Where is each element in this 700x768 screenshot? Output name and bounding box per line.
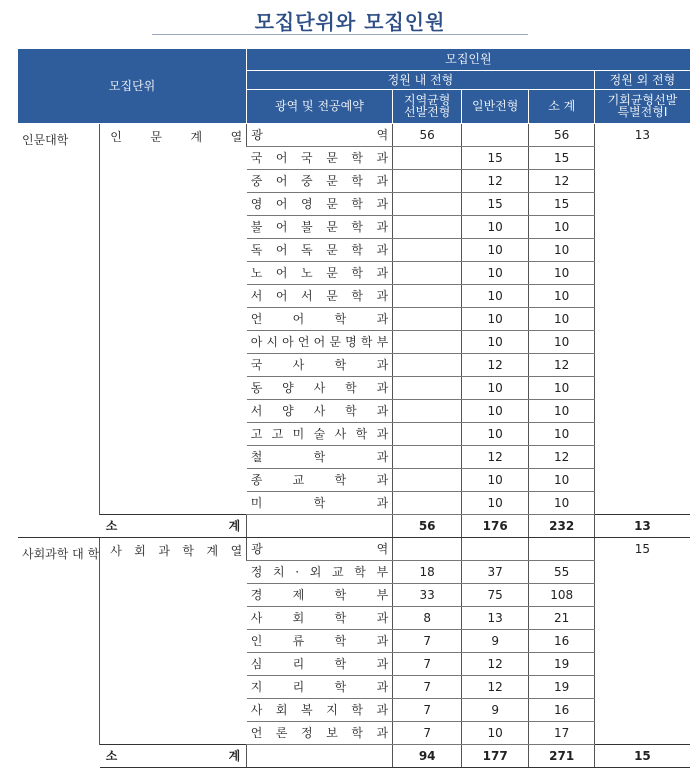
dept-name — [247, 353, 393, 376]
special-count: 13 — [595, 123, 690, 146]
college-name: 인문대학 — [18, 123, 100, 537]
regional-count: 7 — [393, 721, 462, 744]
dept-name — [247, 422, 393, 445]
special-count — [595, 215, 690, 238]
page-title: 모집단위와 모집인원 — [254, 10, 446, 34]
regional-count — [393, 330, 462, 353]
dept-name — [247, 123, 393, 146]
special-count — [595, 721, 690, 744]
subtotal-label-text: 소 계 — [105, 519, 241, 533]
dept-label: 동 양 사 학 과 — [250, 381, 389, 395]
general-count: 10 — [462, 422, 529, 445]
header-general: 일반전형 — [462, 89, 529, 123]
dept-label: 인 류 학 과 — [250, 634, 389, 648]
regional-count: 7 — [393, 698, 462, 721]
general-count: 10 — [462, 468, 529, 491]
regional-count — [393, 399, 462, 422]
special-count — [595, 675, 690, 698]
general-count: 10 — [462, 721, 529, 744]
dept-label: 서 어 서 문 학 과 — [250, 289, 389, 303]
special-count — [595, 353, 690, 376]
total-special: 13 — [595, 514, 690, 537]
dept-name — [247, 307, 393, 330]
general-count — [462, 537, 529, 560]
dept-label: 영 어 영 문 학 과 — [250, 197, 389, 211]
header-in-quota: 정원 내 전형 — [247, 70, 595, 89]
general-count: 10 — [462, 238, 529, 261]
subtotal-count: 10 — [529, 215, 595, 238]
dept-label: 중 어 중 문 학 과 — [250, 174, 389, 188]
dept-name — [247, 169, 393, 192]
regional-count — [393, 353, 462, 376]
special-count — [595, 284, 690, 307]
general-count: 10 — [462, 376, 529, 399]
general-count: 15 — [462, 146, 529, 169]
subtotal-count: 56 — [529, 123, 595, 146]
dept-name — [247, 468, 393, 491]
dept-name — [247, 376, 393, 399]
dept-name — [247, 146, 393, 169]
subtotal-count: 10 — [529, 261, 595, 284]
total-general: 176 — [462, 514, 529, 537]
total-special: 15 — [595, 744, 690, 767]
regional-count: 8 — [393, 606, 462, 629]
subtotal-label-text: 소 계 — [105, 749, 241, 763]
subtotal-count: 10 — [529, 422, 595, 445]
regional-count — [393, 445, 462, 468]
general-count: 10 — [462, 491, 529, 514]
dept-name — [247, 652, 393, 675]
subtotal-label — [100, 744, 247, 767]
dept-name — [247, 583, 393, 606]
dept-name — [247, 491, 393, 514]
general-count: 12 — [462, 675, 529, 698]
regional-count: 18 — [393, 560, 462, 583]
dept-label: 경 제 학 부 — [250, 588, 389, 602]
subtotal-count: 10 — [529, 284, 595, 307]
regional-count — [393, 169, 462, 192]
subtotal-count: 10 — [529, 330, 595, 353]
general-count: 12 — [462, 445, 529, 468]
header-regional: 지역균형 선발전형 — [393, 89, 462, 123]
subtotal-count: 55 — [529, 560, 595, 583]
general-count: 13 — [462, 606, 529, 629]
dept-label: 사 회 복 지 학 과 — [250, 703, 389, 717]
regional-count — [393, 491, 462, 514]
special-count — [595, 261, 690, 284]
subtotal-count: 16 — [529, 629, 595, 652]
total-general: 177 — [462, 744, 529, 767]
special-count — [595, 698, 690, 721]
regional-count — [393, 192, 462, 215]
dept-label: 언 론 정 보 학 과 — [250, 726, 389, 740]
regional-count: 56 — [393, 123, 462, 146]
general-count: 10 — [462, 307, 529, 330]
dept-label: 광 역 — [251, 128, 389, 142]
subtotal-count: 16 — [529, 698, 595, 721]
dept-label: 노 어 노 문 학 과 — [250, 266, 389, 280]
subtotal-count: 12 — [529, 353, 595, 376]
regional-count — [393, 468, 462, 491]
special-count — [595, 376, 690, 399]
dept-label: 철 학 과 — [250, 450, 389, 464]
dept-label: 종 교 학 과 — [250, 473, 389, 487]
general-count: 9 — [462, 698, 529, 721]
dept-label: 정 치 · 외 교 학 부 — [250, 564, 389, 579]
dept-label: 국 사 학 과 — [250, 358, 389, 372]
special-count: 15 — [595, 537, 690, 560]
dept-name — [247, 330, 393, 353]
dept-name — [247, 399, 393, 422]
subtotal-count: 15 — [529, 192, 595, 215]
regional-count — [393, 238, 462, 261]
regional-count — [393, 284, 462, 307]
general-count: 10 — [462, 330, 529, 353]
special-count — [595, 307, 690, 330]
special-count — [595, 330, 690, 353]
special-count — [595, 169, 690, 192]
dept-label: 광 역 — [251, 542, 389, 556]
regional-count — [393, 261, 462, 284]
dept-name — [247, 560, 393, 583]
dept-label: 심 리 학 과 — [250, 657, 389, 671]
subtotal-count: 12 — [529, 445, 595, 468]
dept-label: 언 어 학 과 — [250, 312, 389, 326]
dept-label: 사 회 학 과 — [250, 611, 389, 625]
general-count: 10 — [462, 284, 529, 307]
general-count: 15 — [462, 192, 529, 215]
total-regional: 56 — [393, 514, 462, 537]
subtotal-count: 15 — [529, 146, 595, 169]
subtotal-count: 12 — [529, 169, 595, 192]
dept-label: 지 리 학 과 — [250, 680, 389, 694]
subtotal-row — [18, 744, 690, 767]
dept-name — [247, 445, 393, 468]
subtotal-dept-empty — [247, 744, 393, 767]
group-name: 사 회 과 학 계 열 — [110, 543, 243, 558]
regional-count — [393, 376, 462, 399]
special-count — [595, 422, 690, 445]
subtotal-count: 17 — [529, 721, 595, 744]
dept-label: 독 어 독 문 학 과 — [250, 243, 389, 257]
general-count: 10 — [462, 215, 529, 238]
regional-count — [393, 146, 462, 169]
subtotal-count: 10 — [529, 238, 595, 261]
regional-count — [393, 215, 462, 238]
dept-name — [247, 629, 393, 652]
special-count — [595, 491, 690, 514]
dept-name — [247, 698, 393, 721]
dept-label: 불 어 불 문 학 과 — [250, 220, 389, 234]
table-row — [18, 123, 690, 146]
table-row — [18, 537, 690, 560]
special-count — [595, 629, 690, 652]
header-unit: 모집단위 — [18, 49, 247, 123]
group-cell — [100, 123, 247, 514]
dept-name — [247, 284, 393, 307]
special-count — [595, 606, 690, 629]
general-count: 10 — [462, 261, 529, 284]
general-count: 12 — [462, 169, 529, 192]
special-count — [595, 238, 690, 261]
total-subtotal: 232 — [529, 514, 595, 537]
regional-count — [393, 307, 462, 330]
header-quota: 모집인원 — [247, 49, 690, 70]
group-name: 인 문 계 열 — [110, 129, 243, 144]
dept-name — [247, 261, 393, 284]
special-count — [595, 583, 690, 606]
dept-name — [247, 192, 393, 215]
dept-name — [247, 675, 393, 698]
special-count — [595, 445, 690, 468]
general-count: 12 — [462, 652, 529, 675]
dept-label: 서 양 사 학 과 — [250, 404, 389, 418]
general-count — [462, 123, 529, 146]
title-underline — [152, 34, 528, 35]
dept-name — [247, 238, 393, 261]
regional-count — [393, 422, 462, 445]
total-regional: 94 — [393, 744, 462, 767]
subtotal-label — [100, 514, 247, 537]
dept-label: 아 시 아 언 어 문 명 학 부 — [250, 335, 389, 349]
header-subtotal: 소 계 — [529, 89, 595, 123]
admission-quota-table — [18, 49, 690, 768]
special-count — [595, 468, 690, 491]
header-dept: 광역 및 전공예약 — [247, 89, 393, 123]
subtotal-count: 19 — [529, 652, 595, 675]
general-count: 10 — [462, 399, 529, 422]
dept-name — [247, 215, 393, 238]
dept-label: 고 고 미 술 사 학 과 — [250, 427, 389, 441]
subtotal-count: 19 — [529, 675, 595, 698]
dept-name — [247, 606, 393, 629]
header-special: 기회균형선발 특별전형Ⅰ — [595, 89, 690, 123]
college-name: 사회과학 대 학 — [18, 537, 100, 767]
subtotal-count — [529, 537, 595, 560]
dept-label: 미 학 과 — [250, 496, 389, 510]
subtotal-count: 10 — [529, 399, 595, 422]
general-count: 9 — [462, 629, 529, 652]
total-subtotal: 271 — [529, 744, 595, 767]
general-count: 37 — [462, 560, 529, 583]
general-count: 75 — [462, 583, 529, 606]
regional-count: 7 — [393, 629, 462, 652]
special-count — [595, 652, 690, 675]
subtotal-count: 10 — [529, 491, 595, 514]
subtotal-count: 21 — [529, 606, 595, 629]
subtotal-count: 108 — [529, 583, 595, 606]
regional-count: 33 — [393, 583, 462, 606]
dept-name — [247, 537, 393, 560]
subtotal-count: 10 — [529, 307, 595, 330]
subtotal-count: 10 — [529, 376, 595, 399]
table-body — [18, 123, 690, 767]
general-count: 12 — [462, 353, 529, 376]
regional-count: 7 — [393, 652, 462, 675]
subtotal-row — [18, 514, 690, 537]
group-cell — [100, 537, 247, 744]
regional-count — [393, 537, 462, 560]
special-count — [595, 560, 690, 583]
special-count — [595, 146, 690, 169]
dept-name — [247, 721, 393, 744]
regional-count: 7 — [393, 675, 462, 698]
special-count — [595, 192, 690, 215]
dept-label: 국 어 국 문 학 과 — [250, 151, 389, 165]
special-count — [595, 399, 690, 422]
subtotal-count: 10 — [529, 468, 595, 491]
subtotal-dept-empty — [247, 514, 393, 537]
header-out-quota: 정원 외 전형 — [595, 70, 690, 89]
